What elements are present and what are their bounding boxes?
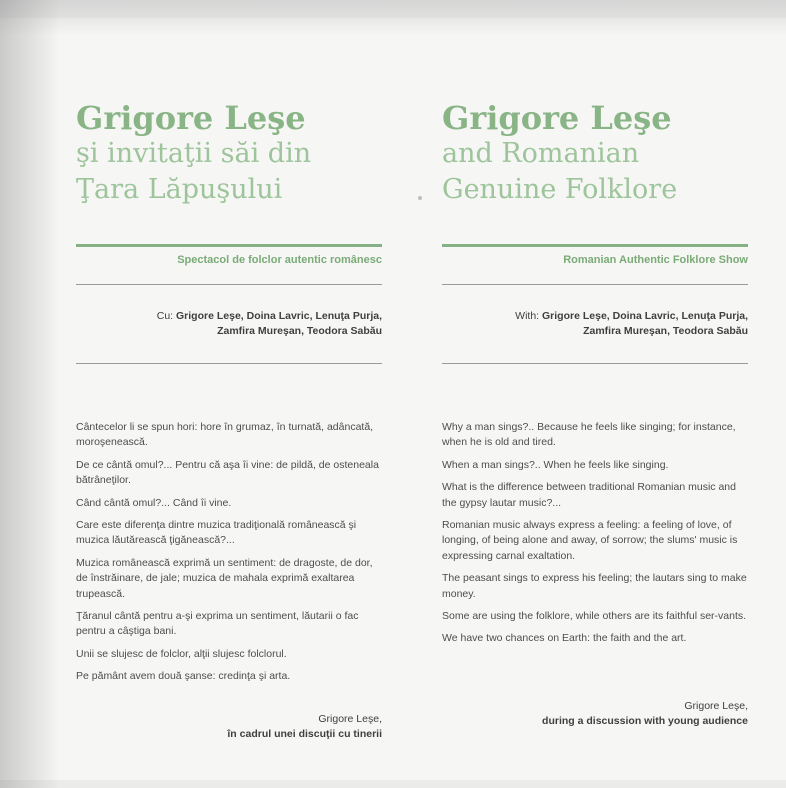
english-title-rule (442, 244, 748, 247)
romanian-cast-prefix: Cu: (156, 310, 174, 322)
english-title-line1: Grigore Leşe (442, 99, 672, 137)
english-cast-line2: Zamfira Mureşan, Teodora Sabău (583, 325, 748, 337)
romanian-body (76, 420, 382, 692)
english-paragraph: Romanian music always express a feeling: a feeling of love, of longing, of being alone and away, of sorrow; the slums' music is expressing carnal exaltation. (442, 519, 738, 562)
english-body (442, 420, 748, 654)
english-subtitle-rule (442, 284, 748, 285)
romanian-cast (157, 309, 382, 339)
romanian-title-line1: Grigore Leşe (76, 99, 306, 137)
romanian-title-line3: Ţara Lăpuşului (76, 174, 283, 205)
english-paragraph: We have two chances on Earth: the faith and the art. (442, 632, 687, 645)
english-paragraph: When a man sings?.. When he feels like singing. (442, 458, 669, 471)
english-subtitle: Romanian Authentic Folklore Show (563, 254, 748, 266)
romanian-paragraph: Care este diferenţa dintre muzica tradiţională românească şi muzica lăutărească ţigănească?... (76, 519, 357, 547)
english-signature-context: during a discussion with young audience (542, 715, 748, 727)
romanian-signature-context: în cadrul unei discuţii cu tinerii (227, 728, 382, 740)
romanian-paragraph: De ce cântă omul?... Pentru că aşa îi vine: de pildă, de osteneala bătrâneţilor. (76, 458, 379, 487)
romanian-paragraph: Muzica românească exprimă un sentiment: de dragoste, de dor, de înstrăinare, de jale; muzica de mahala exprimă exaltarea trupească. (76, 556, 373, 600)
english-title-line3: Genuine Folklore (442, 174, 678, 205)
english-cast-rule (442, 363, 748, 364)
english-cast-prefix: With: (515, 310, 540, 322)
romanian-subtitle-rule (76, 284, 382, 285)
english-title (442, 100, 677, 208)
romanian-paragraph: Pe pământ avem două şanse: credinţa şi arta. (76, 670, 291, 683)
english-title-line2: and Romanian (442, 138, 640, 169)
romanian-paragraph: Cântecelor li se spun hori: hore în grumaz, în turnată, adâncată, moroşenească. (76, 421, 374, 449)
english-cast-line1: Grigore Leşe, Doina Lavric, Lenuţa Purja, (542, 310, 748, 322)
romanian-signature-name: Grigore Leşe, (318, 713, 382, 725)
english-paragraph: Some are using the folklore, while others are its faithful ser-vants. (442, 610, 747, 623)
english-paragraph: What is the difference between traditional Romanian music and the gypsy lautar music?... (442, 481, 736, 509)
romanian-paragraph: Unii se slujesc de folclor, alţii slujesc folclorul. (76, 647, 287, 660)
brochure-page (0, 18, 786, 780)
romanian-cast-rule (76, 363, 382, 364)
english-paragraph: Why a man sings?.. Because he feels like singing; for instance, when he is old and tired. (442, 421, 736, 449)
print-speck (418, 196, 422, 200)
english-signature (542, 699, 748, 729)
english-signature-name: Grigore Leşe, (684, 700, 748, 712)
romanian-cast-line1: Grigore Leşe, Doina Lavric, Lenuţa Purja, (176, 310, 382, 322)
romanian-signature (227, 712, 382, 742)
scan-shadow-left (0, 0, 60, 788)
english-cast (515, 309, 748, 339)
romanian-paragraph: Când cântă omul?... Când îi vine. (76, 496, 232, 509)
romanian-cast-line2: Zamfira Mureşan, Teodora Sabău (217, 325, 382, 337)
romanian-title-line2: şi invitaţii săi din (76, 138, 312, 169)
scan-shadow-top (0, 0, 786, 36)
romanian-title-rule (76, 244, 382, 247)
romanian-subtitle: Spectacol de folclor autentic românesc (177, 254, 382, 266)
romanian-paragraph: Ţăranul cântă pentru a-şi exprima un sentiment, lăutarii o fac pentru a câştiga bani. (76, 610, 359, 638)
english-paragraph: The peasant sings to express his feeling; the lautars sing to make money. (442, 572, 747, 600)
romanian-title (76, 100, 311, 208)
